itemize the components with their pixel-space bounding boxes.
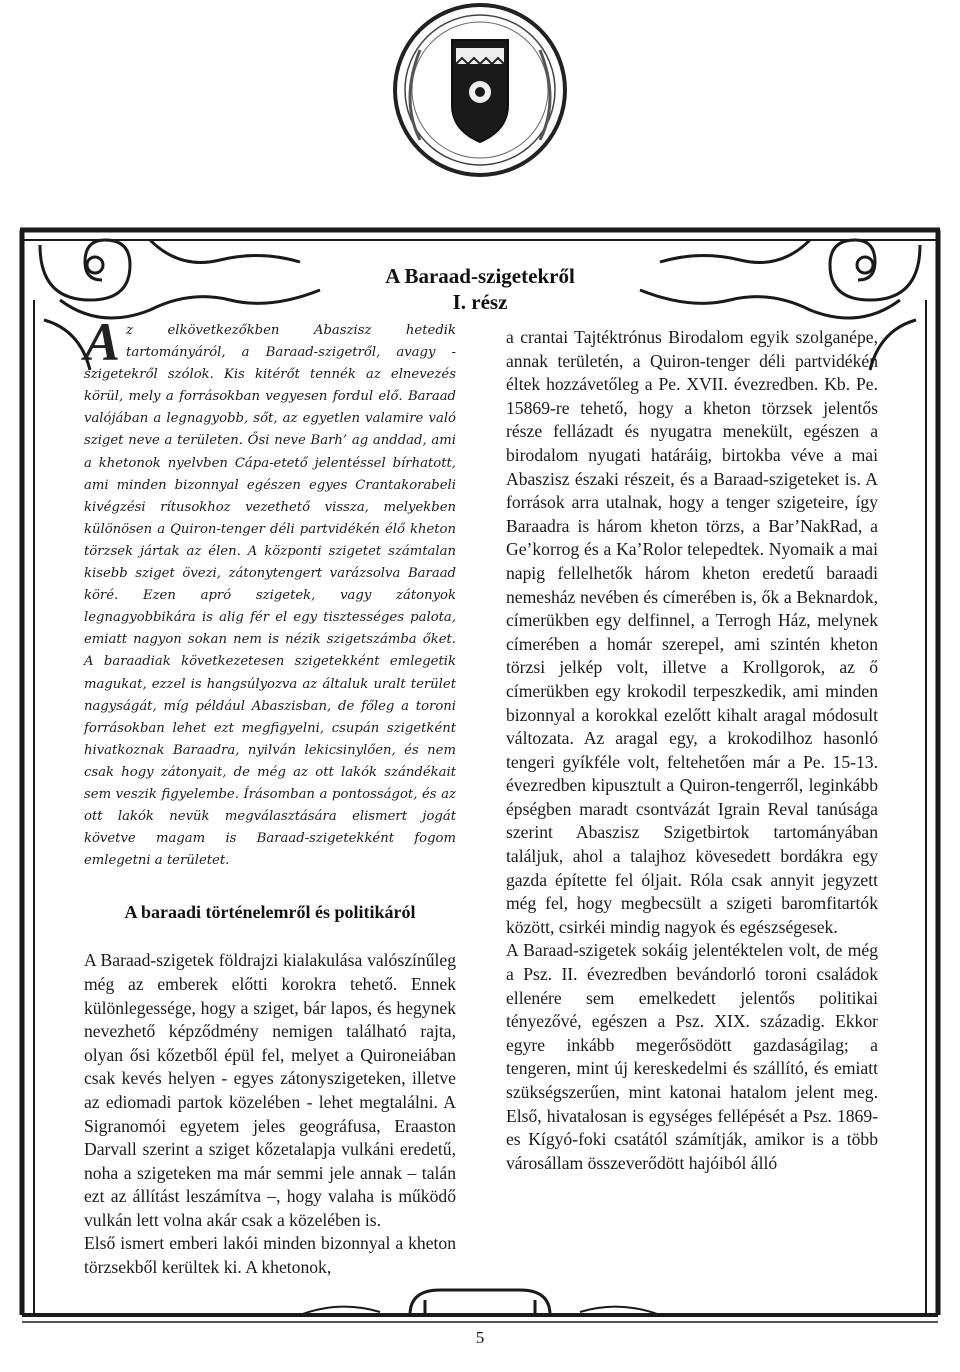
body-paragraph: A Baraad-szigetek földrajzi kialakulása valószínűleg még az emberek előtti korokra tehető. Ennek különlegessége, hogy a sziget, bár lapos, és hegynek nevezhető képződmény nemigen található rajta, olyan ősi kőzetből épül fel, melyet a Quironeiában csak kevés helyen - egyes zátonyszigeteken, illetve az ediomadi partok közelében - lehet megtalálni. A Sigranomói egyetem jeles geográfusa, Eraaston Darvall szerint a sziget kőzetalapja vulkáni eredetű, noha a szigeteken ma már semmi jele annak – talán ezt az állítást leszámítva –, hogy valaha is működő vulkán lett volna akár csak a közelében is. bbox=[84, 950, 456, 1230]
article-title: A Baraad-szigetekről bbox=[385, 264, 575, 288]
right-column bbox=[506, 326, 878, 1175]
drop-cap: A bbox=[84, 312, 121, 372]
page-number: 5 bbox=[475, 1328, 485, 1347]
section-heading: A baraadi történelemről és politikáról bbox=[124, 902, 416, 923]
bottom-ornament bbox=[300, 1290, 660, 1315]
article-part: I. rész bbox=[452, 290, 508, 314]
crest-emblem bbox=[395, 5, 565, 175]
intro-paragraph bbox=[84, 312, 456, 872]
left-column bbox=[84, 312, 456, 1280]
body-paragraph: Első ismert emberi lakói minden bizonnyal a kheton törzsekből kerültek ki. A khetonok, bbox=[84, 1233, 456, 1278]
body-paragraph: A Baraad-szigetek sokáig jelentéktelen volt, de még a Psz. II. évezredben bevándorló toroni családok ellenére sem emelkedett jelentős politikai tényezővé, egészen a Psz. XIX. századig. Ekkor egyre inkább megerősödött gazdaságilag; a tengeren, mint új kereskedelmi és szállító, és emiatt szükségszerűen, mint katonai hatalom jelent meg. Első, hivatalosan is egységes fellépését a Psz. 1869-es Kígyó-foki csatától számítják, amikor is a több városállam összeverődött hajóiból álló bbox=[506, 940, 878, 1173]
body-paragraph: a crantai Tajtéktrónus Birodalom egyik szolganépe, annak területén, a Quiron-tenger déli partvidékén éltek hozzávetőleg a Pe. XVII. évezredben. Kb. Pe. 15869-re tehető, hogy a kheton törzsek jelentős része fellázadt és nyugatra menekült, egészen a birodalom nyugati határáig, birtokba véve a mai Abaszisz északi részeit, és a Baraad-szigeteket is. A források arra utalnak, hogy a tenger szigeteire, így Baraadra is három kheton törzs, a Bar’NakRad, a Ge’korrog és a Ka’Rolor telepedtek. Nyomaik a mai napig fellelhetők három kheton eredetű baraadi nemesház nevében és címerében is, ők a Beknardok, címerükben egy delfinnel, a Terrogh Ház, melynek címerében a homár szerepel, ami szintén kheton törzsi jelkép volt, illetve a Krollgorok, az ő címerükben egy krokodil terpeszkedik, ami minden bizonnyal a korokkal ezelőtt kihalt aragal módosult változata. Az aragal egy, a krokodilhoz hasonló tengeri gyíkféle volt, feltehetően már a Pe. 15-13. évezredben kipusztult a Quiron-tengerről, leginkább épségben maradt csontvázát Igrain Reval tanúsága szerint Abaszisz Szigetbirtok tartományában találjuk, ahol a talajhoz kövesedett bordákra egy gazda építette fel óljait. Róla csak annyit jegyzett még fel, hogy megbecsült a szigeti baromfitartók között, csirkéi mindig nagyok és egészségesek. bbox=[506, 327, 878, 937]
intro-text: z elkövetkezőkben Abaszisz hetedik tartományáról, a Baraad-szigetről, avagy -szigetekről szólok. Kis kitérőt tennék az elnevezés körül, mely a forrásokban vegyesen fordul elő. Baraad valójában a legnagyobb, sőt, az egyetlen valamire való sziget neve a területen. Ősi neve Barh’ ag anddad, ami a khetonok nyelvben Cápa-etető jelentéssel bírhatott, ami minden bizonnyal egészen egyes Crantakorabeli kivégzési rítusokhoz vezethető vissza, melyekben különösen a Quiron-tenger déli partvidékén élő kheton törzsek jártak az élen. A központi szigetet számtalan kisebb sziget övezi, zátonytengert varázsolva Baraad köré. Ezen apró szigetek, vagy zátonyok legnagyobbikára is alig fér el egy tisztességes palota, emiatt nagyon sokan nem is nézik szigetszámba őket. A baraadiak következetesen szigetekként emlegetik magukat, ezzel is hangsúlyozva az általuk uralt terület nagyságát, míg például Abaszisban, de főleg a toroni forrásokban lehet ezt megfigyelni, csupán szigetként hivatkoznak Baraadra, nyilván lekicsinylően, és nem csak hogy zátonyait, de még az ott lakók szándékait sem veszik figyelembe. Írásomban a pontosságot, és az ott lakók nevük megválasztására elismert jogát követve magam is Baraad-szigetekként fogom emlegetni a területet. bbox=[84, 323, 456, 869]
